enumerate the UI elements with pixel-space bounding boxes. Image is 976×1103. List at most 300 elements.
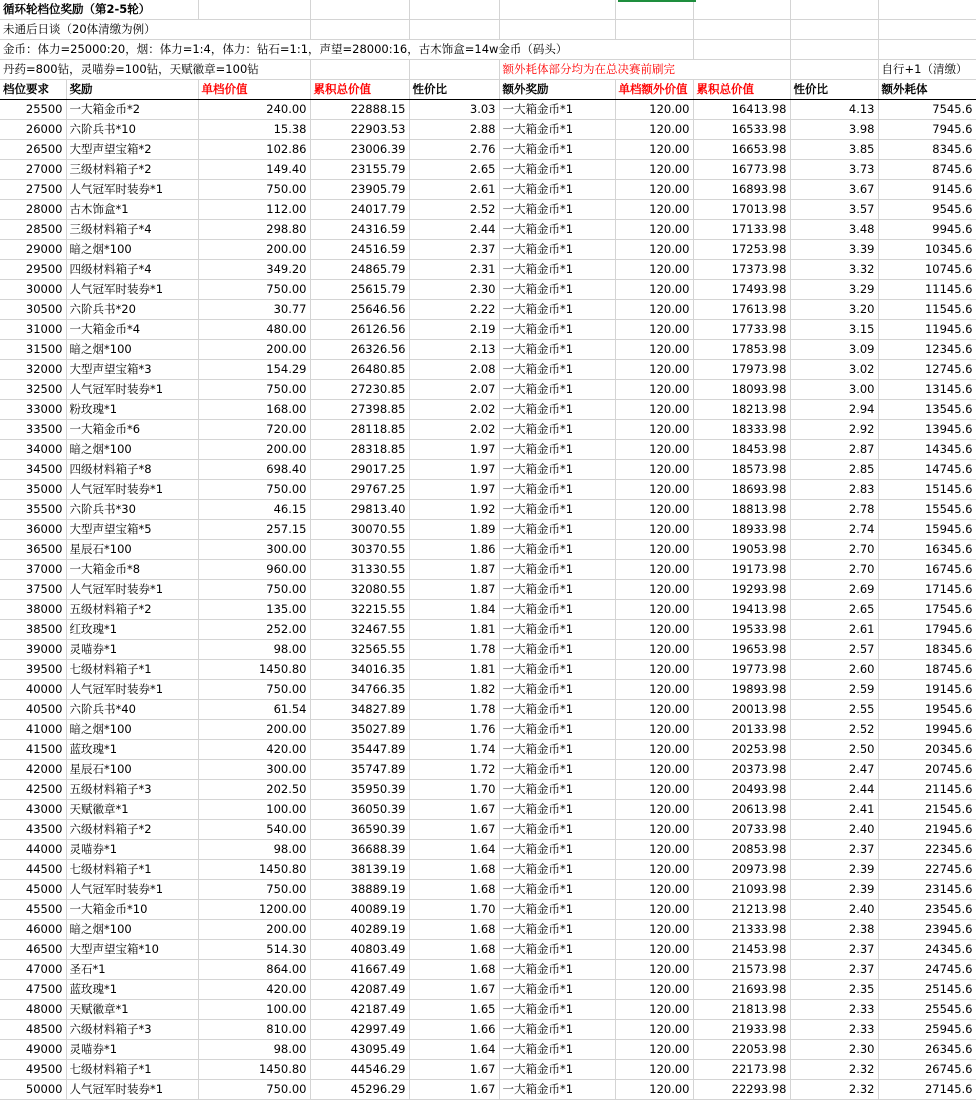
table-cell[interactable]: 22888.15 [310, 100, 409, 120]
table-cell[interactable]: 一大箱金币*1 [499, 440, 615, 460]
note-cell[interactable]: 金币：体力=25000:20，烟：体力=1:4，体力：钻石=1:1，声望=28000:16，古木饰盒=14w金币（码头） [0, 40, 693, 60]
table-cell[interactable]: 1.78 [409, 700, 499, 720]
table-cell[interactable]: 34827.89 [310, 700, 409, 720]
column-header[interactable]: 档位要求 [0, 80, 66, 100]
table-cell[interactable]: 2.61 [409, 180, 499, 200]
table-cell[interactable]: 19533.98 [693, 620, 790, 640]
table-cell[interactable]: 31500 [0, 340, 66, 360]
table-cell[interactable]: 48500 [0, 1020, 66, 1040]
table-cell[interactable]: 2.02 [409, 400, 499, 420]
table-cell[interactable]: 六阶兵书*10 [66, 120, 198, 140]
table-cell[interactable]: 2.52 [790, 720, 878, 740]
table-cell[interactable]: 34016.35 [310, 660, 409, 680]
table-cell[interactable]: 120.00 [615, 520, 693, 540]
table-cell[interactable]: 五级材料箱子*2 [66, 600, 198, 620]
table-cell[interactable]: 27230.85 [310, 380, 409, 400]
table-cell[interactable]: 1.74 [409, 740, 499, 760]
table-cell[interactable]: 3.29 [790, 280, 878, 300]
table-cell[interactable]: 一大箱金币*1 [499, 260, 615, 280]
table-cell[interactable]: 19773.98 [693, 660, 790, 680]
table-cell[interactable]: 120.00 [615, 480, 693, 500]
table-cell[interactable]: 25545.6 [878, 1000, 976, 1020]
sheet-title[interactable]: 循环轮档位奖励（第2-5轮） [0, 0, 198, 20]
table-cell[interactable]: 2.69 [790, 580, 878, 600]
table-cell[interactable]: 灵喵券*1 [66, 840, 198, 860]
table-cell[interactable]: 120.00 [615, 400, 693, 420]
note-cell[interactable]: 未通后日谈（20体清缴为例） [0, 20, 310, 40]
table-cell[interactable]: 202.50 [198, 780, 310, 800]
table-cell[interactable]: 44546.29 [310, 1060, 409, 1080]
table-cell[interactable]: 750.00 [198, 380, 310, 400]
table-cell[interactable]: 一大箱金币*1 [499, 360, 615, 380]
table-cell[interactable]: 11545.6 [878, 300, 976, 320]
table-cell[interactable]: 30500 [0, 300, 66, 320]
table-cell[interactable]: 41667.49 [310, 960, 409, 980]
table-cell[interactable]: 750.00 [198, 1080, 310, 1100]
table-cell[interactable]: 120.00 [615, 900, 693, 920]
table-cell[interactable]: 44500 [0, 860, 66, 880]
table-cell[interactable]: 120.00 [615, 640, 693, 660]
table-cell[interactable]: 8345.6 [878, 140, 976, 160]
table-cell[interactable]: 27145.6 [878, 1080, 976, 1100]
table-cell[interactable]: 2.70 [790, 560, 878, 580]
table-cell[interactable]: 45296.29 [310, 1080, 409, 1100]
table-cell[interactable]: 120.00 [615, 120, 693, 140]
table-cell[interactable]: 120.00 [615, 580, 693, 600]
table-cell[interactable]: 120.00 [615, 540, 693, 560]
table-cell[interactable]: 47500 [0, 980, 66, 1000]
table-cell[interactable]: 20745.6 [878, 760, 976, 780]
table-cell[interactable]: 18453.98 [693, 440, 790, 460]
table-cell[interactable]: 36000 [0, 520, 66, 540]
table-cell[interactable]: 星辰石*100 [66, 540, 198, 560]
table-cell[interactable]: 1450.80 [198, 860, 310, 880]
table-cell[interactable]: 120.00 [615, 1020, 693, 1040]
table-cell[interactable]: 120.00 [615, 620, 693, 640]
table-cell[interactable]: 24316.59 [310, 220, 409, 240]
table-cell[interactable]: 17945.6 [878, 620, 976, 640]
table-cell[interactable]: 26326.56 [310, 340, 409, 360]
table-cell[interactable]: 蓝玫瑰*1 [66, 740, 198, 760]
table-cell[interactable]: 42187.49 [310, 1000, 409, 1020]
table-cell[interactable]: 7945.6 [878, 120, 976, 140]
table-cell[interactable]: 1.84 [409, 600, 499, 620]
table-cell[interactable]: 一大箱金币*1 [499, 380, 615, 400]
table-cell[interactable]: 2.31 [409, 260, 499, 280]
table-cell[interactable]: 120.00 [615, 240, 693, 260]
table-cell[interactable]: 2.44 [790, 780, 878, 800]
table-cell[interactable]: 3.73 [790, 160, 878, 180]
table-cell[interactable]: 1.82 [409, 680, 499, 700]
table-cell[interactable]: 3.57 [790, 200, 878, 220]
table-cell[interactable]: 19293.98 [693, 580, 790, 600]
table-cell[interactable]: 七级材料箱子*1 [66, 1060, 198, 1080]
table-cell[interactable]: 大型声望宝箱*3 [66, 360, 198, 380]
table-cell[interactable]: 49500 [0, 1060, 66, 1080]
warning-note-cell[interactable]: 额外耗体部分均为在总决赛前刷完 [499, 60, 790, 80]
table-cell[interactable]: 一大箱金币*1 [499, 160, 615, 180]
table-cell[interactable]: 13945.6 [878, 420, 976, 440]
cell[interactable] [499, 20, 615, 40]
table-cell[interactable]: 9145.6 [878, 180, 976, 200]
table-cell[interactable]: 120.00 [615, 500, 693, 520]
table-cell[interactable]: 一大箱金币*1 [499, 840, 615, 860]
table-cell[interactable]: 120.00 [615, 800, 693, 820]
table-cell[interactable]: 26745.6 [878, 1060, 976, 1080]
table-cell[interactable]: 2.57 [790, 640, 878, 660]
cell[interactable] [693, 0, 790, 20]
table-cell[interactable]: 24516.59 [310, 240, 409, 260]
table-cell[interactable]: 120.00 [615, 460, 693, 480]
table-cell[interactable]: 61.54 [198, 700, 310, 720]
table-cell[interactable]: 120.00 [615, 440, 693, 460]
table-cell[interactable]: 21333.98 [693, 920, 790, 940]
table-cell[interactable]: 1.70 [409, 780, 499, 800]
table-cell[interactable]: 11945.6 [878, 320, 976, 340]
cell[interactable] [693, 20, 790, 40]
table-cell[interactable]: 18333.98 [693, 420, 790, 440]
table-cell[interactable]: 21213.98 [693, 900, 790, 920]
table-cell[interactable]: 46000 [0, 920, 66, 940]
column-header[interactable]: 累积总价值 [310, 80, 409, 100]
table-cell[interactable]: 16745.6 [878, 560, 976, 580]
table-cell[interactable]: 120.00 [615, 960, 693, 980]
table-cell[interactable]: 29500 [0, 260, 66, 280]
table-cell[interactable]: 960.00 [198, 560, 310, 580]
table-cell[interactable]: 750.00 [198, 580, 310, 600]
table-cell[interactable]: 120.00 [615, 1040, 693, 1060]
table-cell[interactable]: 3.02 [790, 360, 878, 380]
table-cell[interactable]: 120.00 [615, 1080, 693, 1100]
table-cell[interactable]: 24017.79 [310, 200, 409, 220]
table-cell[interactable]: 大型声望宝箱*2 [66, 140, 198, 160]
table-cell[interactable]: 21933.98 [693, 1020, 790, 1040]
table-cell[interactable]: 2.07 [409, 380, 499, 400]
table-cell[interactable]: 3.03 [409, 100, 499, 120]
table-cell[interactable]: 20133.98 [693, 720, 790, 740]
table-cell[interactable]: 人气冠军时装券*1 [66, 480, 198, 500]
table-cell[interactable]: 42997.49 [310, 1020, 409, 1040]
table-cell[interactable]: 12345.6 [878, 340, 976, 360]
table-cell[interactable]: 120.00 [615, 380, 693, 400]
table-cell[interactable]: 102.86 [198, 140, 310, 160]
table-cell[interactable]: 120.00 [615, 840, 693, 860]
table-cell[interactable]: 26500 [0, 140, 66, 160]
table-cell[interactable]: 1.92 [409, 500, 499, 520]
table-cell[interactable]: 2.94 [790, 400, 878, 420]
table-cell[interactable]: 10345.6 [878, 240, 976, 260]
table-cell[interactable]: 29767.25 [310, 480, 409, 500]
table-cell[interactable]: 暗之烟*100 [66, 720, 198, 740]
table-cell[interactable]: 22903.53 [310, 120, 409, 140]
table-cell[interactable]: 17613.98 [693, 300, 790, 320]
table-cell[interactable]: 一大箱金币*1 [499, 1020, 615, 1040]
table-cell[interactable]: 一大箱金币*1 [499, 200, 615, 220]
table-cell[interactable]: 2.39 [790, 860, 878, 880]
table-cell[interactable]: 7545.6 [878, 100, 976, 120]
table-cell[interactable]: 25615.79 [310, 280, 409, 300]
table-cell[interactable]: 一大箱金币*1 [499, 1080, 615, 1100]
table-cell[interactable]: 120.00 [615, 360, 693, 380]
table-cell[interactable]: 120.00 [615, 1000, 693, 1020]
table-cell[interactable]: 480.00 [198, 320, 310, 340]
table-cell[interactable]: 17253.98 [693, 240, 790, 260]
table-cell[interactable]: 一大箱金币*1 [499, 480, 615, 500]
cell[interactable] [790, 0, 878, 20]
table-cell[interactable]: 45000 [0, 880, 66, 900]
table-cell[interactable]: 120.00 [615, 300, 693, 320]
cell[interactable] [615, 20, 693, 40]
table-cell[interactable]: 43500 [0, 820, 66, 840]
table-cell[interactable]: 20733.98 [693, 820, 790, 840]
table-cell[interactable]: 17145.6 [878, 580, 976, 600]
table-cell[interactable]: 42500 [0, 780, 66, 800]
table-cell[interactable]: 灵喵券*1 [66, 640, 198, 660]
table-cell[interactable]: 750.00 [198, 280, 310, 300]
table-cell[interactable]: 2.74 [790, 520, 878, 540]
table-cell[interactable]: 30.77 [198, 300, 310, 320]
table-cell[interactable]: 圣石*1 [66, 960, 198, 980]
cell[interactable] [310, 20, 409, 40]
table-cell[interactable]: 2.50 [790, 740, 878, 760]
table-cell[interactable]: 19653.98 [693, 640, 790, 660]
table-cell[interactable]: 32215.55 [310, 600, 409, 620]
table-cell[interactable]: 天赋徽章*1 [66, 800, 198, 820]
table-cell[interactable]: 44000 [0, 840, 66, 860]
table-cell[interactable]: 2.78 [790, 500, 878, 520]
table-cell[interactable]: 一大箱金币*1 [499, 640, 615, 660]
table-cell[interactable]: 120.00 [615, 340, 693, 360]
table-cell[interactable]: 698.40 [198, 460, 310, 480]
table-cell[interactable]: 2.30 [790, 1040, 878, 1060]
table-cell[interactable]: 4.13 [790, 100, 878, 120]
table-cell[interactable]: 七级材料箱子*1 [66, 860, 198, 880]
table-cell[interactable]: 23545.6 [878, 900, 976, 920]
table-cell[interactable]: 16413.98 [693, 100, 790, 120]
cell[interactable] [409, 0, 499, 20]
table-cell[interactable]: 9545.6 [878, 200, 976, 220]
table-cell[interactable]: 2.37 [409, 240, 499, 260]
table-cell[interactable]: 17545.6 [878, 600, 976, 620]
table-cell[interactable]: 16533.98 [693, 120, 790, 140]
table-cell[interactable]: 2.37 [790, 940, 878, 960]
table-cell[interactable]: 40289.19 [310, 920, 409, 940]
table-cell[interactable]: 41500 [0, 740, 66, 760]
table-cell[interactable]: 14745.6 [878, 460, 976, 480]
table-cell[interactable]: 20253.98 [693, 740, 790, 760]
table-cell[interactable]: 2.65 [409, 160, 499, 180]
table-cell[interactable]: 20373.98 [693, 760, 790, 780]
table-cell[interactable]: 40089.19 [310, 900, 409, 920]
table-cell[interactable]: 40803.49 [310, 940, 409, 960]
table-cell[interactable]: 25646.56 [310, 300, 409, 320]
table-cell[interactable]: 19413.98 [693, 600, 790, 620]
table-cell[interactable]: 120.00 [615, 980, 693, 1000]
table-cell[interactable]: 26345.6 [878, 1040, 976, 1060]
table-cell[interactable]: 七级材料箱子*1 [66, 660, 198, 680]
table-cell[interactable]: 864.00 [198, 960, 310, 980]
table-cell[interactable]: 暗之烟*100 [66, 920, 198, 940]
table-cell[interactable]: 1.67 [409, 980, 499, 1000]
table-cell[interactable]: 120.00 [615, 140, 693, 160]
table-cell[interactable]: 19945.6 [878, 720, 976, 740]
table-cell[interactable]: 1.81 [409, 620, 499, 640]
table-cell[interactable]: 120.00 [615, 600, 693, 620]
table-cell[interactable]: 1.97 [409, 440, 499, 460]
table-cell[interactable]: 人气冠军时装券*1 [66, 280, 198, 300]
table-cell[interactable]: 21813.98 [693, 1000, 790, 1020]
table-cell[interactable]: 46.15 [198, 500, 310, 520]
table-cell[interactable]: 一大箱金币*1 [499, 100, 615, 120]
table-cell[interactable]: 24865.79 [310, 260, 409, 280]
table-cell[interactable]: 1.67 [409, 1080, 499, 1100]
table-cell[interactable]: 一大箱金币*4 [66, 320, 198, 340]
table-cell[interactable]: 29000 [0, 240, 66, 260]
table-cell[interactable]: 一大箱金币*1 [499, 240, 615, 260]
table-cell[interactable]: 43000 [0, 800, 66, 820]
table-cell[interactable]: 一大箱金币*1 [499, 280, 615, 300]
table-cell[interactable]: 红玫瑰*1 [66, 620, 198, 640]
table-cell[interactable]: 257.15 [198, 520, 310, 540]
table-cell[interactable]: 25500 [0, 100, 66, 120]
table-cell[interactable]: 33000 [0, 400, 66, 420]
table-cell[interactable]: 18345.6 [878, 640, 976, 660]
table-cell[interactable]: 16773.98 [693, 160, 790, 180]
note-cell[interactable]: 丹药=800钻，灵喵券=100钻，天赋徽章=100钻 [0, 60, 310, 80]
table-cell[interactable]: 120.00 [615, 560, 693, 580]
table-cell[interactable]: 1.87 [409, 580, 499, 600]
table-cell[interactable]: 一大箱金币*1 [499, 720, 615, 740]
table-cell[interactable]: 18573.98 [693, 460, 790, 480]
table-cell[interactable]: 暗之烟*100 [66, 240, 198, 260]
table-cell[interactable]: 暗之烟*100 [66, 440, 198, 460]
table-cell[interactable]: 120.00 [615, 320, 693, 340]
table-cell[interactable]: 19145.6 [878, 680, 976, 700]
table-cell[interactable]: 2.32 [790, 1060, 878, 1080]
table-cell[interactable]: 200.00 [198, 440, 310, 460]
table-cell[interactable]: 一大箱金币*1 [499, 920, 615, 940]
table-cell[interactable]: 1.97 [409, 460, 499, 480]
table-cell[interactable]: 23145.6 [878, 880, 976, 900]
table-cell[interactable]: 2.92 [790, 420, 878, 440]
table-cell[interactable]: 21945.6 [878, 820, 976, 840]
table-cell[interactable]: 28118.85 [310, 420, 409, 440]
table-cell[interactable]: 17493.98 [693, 280, 790, 300]
table-cell[interactable]: 30070.55 [310, 520, 409, 540]
table-cell[interactable]: 1.78 [409, 640, 499, 660]
table-cell[interactable]: 135.00 [198, 600, 310, 620]
table-cell[interactable]: 120.00 [615, 880, 693, 900]
table-cell[interactable]: 120.00 [615, 940, 693, 960]
table-cell[interactable]: 2.87 [790, 440, 878, 460]
table-cell[interactable]: 39500 [0, 660, 66, 680]
table-cell[interactable]: 20013.98 [693, 700, 790, 720]
table-cell[interactable]: 25945.6 [878, 1020, 976, 1040]
table-cell[interactable]: 26126.56 [310, 320, 409, 340]
table-cell[interactable]: 一大箱金币*1 [499, 940, 615, 960]
table-cell[interactable]: 2.13 [409, 340, 499, 360]
table-cell[interactable]: 100.00 [198, 800, 310, 820]
table-cell[interactable]: 23006.39 [310, 140, 409, 160]
table-cell[interactable]: 3.85 [790, 140, 878, 160]
table-cell[interactable]: 15.38 [198, 120, 310, 140]
table-cell[interactable]: 28500 [0, 220, 66, 240]
table-cell[interactable]: 1.68 [409, 960, 499, 980]
table-cell[interactable]: 298.80 [198, 220, 310, 240]
table-cell[interactable]: 17373.98 [693, 260, 790, 280]
table-cell[interactable]: 一大箱金币*1 [499, 320, 615, 340]
table-cell[interactable]: 一大箱金币*1 [499, 740, 615, 760]
table-cell[interactable]: 18745.6 [878, 660, 976, 680]
cell[interactable] [878, 20, 976, 40]
table-cell[interactable]: 2.33 [790, 1020, 878, 1040]
cell[interactable] [310, 0, 409, 20]
table-cell[interactable]: 22745.6 [878, 860, 976, 880]
table-cell[interactable]: 2.39 [790, 880, 878, 900]
column-header[interactable]: 累积总价值 [693, 80, 790, 100]
table-cell[interactable]: 18933.98 [693, 520, 790, 540]
table-cell[interactable]: 200.00 [198, 920, 310, 940]
table-cell[interactable]: 2.52 [409, 200, 499, 220]
table-cell[interactable]: 19173.98 [693, 560, 790, 580]
table-cell[interactable]: 大型声望宝箱*10 [66, 940, 198, 960]
table-cell[interactable]: 300.00 [198, 760, 310, 780]
table-cell[interactable]: 11145.6 [878, 280, 976, 300]
table-cell[interactable]: 20613.98 [693, 800, 790, 820]
table-cell[interactable]: 18213.98 [693, 400, 790, 420]
table-cell[interactable]: 一大箱金币*1 [499, 680, 615, 700]
table-cell[interactable]: 3.32 [790, 260, 878, 280]
table-cell[interactable]: 149.40 [198, 160, 310, 180]
table-cell[interactable]: 35027.89 [310, 720, 409, 740]
table-cell[interactable]: 750.00 [198, 880, 310, 900]
table-cell[interactable]: 37000 [0, 560, 66, 580]
table-cell[interactable]: 16345.6 [878, 540, 976, 560]
table-cell[interactable]: 一大箱金币*1 [499, 960, 615, 980]
cell[interactable] [878, 0, 976, 20]
table-cell[interactable]: 2.85 [790, 460, 878, 480]
table-cell[interactable]: 17733.98 [693, 320, 790, 340]
table-cell[interactable]: 420.00 [198, 740, 310, 760]
table-cell[interactable]: 120.00 [615, 920, 693, 940]
table-cell[interactable]: 24745.6 [878, 960, 976, 980]
table-cell[interactable]: 38889.19 [310, 880, 409, 900]
table-cell[interactable]: 六阶兵书*30 [66, 500, 198, 520]
table-cell[interactable]: 22173.98 [693, 1060, 790, 1080]
table-cell[interactable]: 一大箱金币*1 [499, 980, 615, 1000]
table-cell[interactable]: 37500 [0, 580, 66, 600]
table-cell[interactable]: 168.00 [198, 400, 310, 420]
table-cell[interactable]: 36590.39 [310, 820, 409, 840]
table-cell[interactable]: 3.00 [790, 380, 878, 400]
table-cell[interactable]: 120.00 [615, 700, 693, 720]
table-cell[interactable]: 36688.39 [310, 840, 409, 860]
table-cell[interactable]: 2.37 [790, 840, 878, 860]
table-cell[interactable]: 41000 [0, 720, 66, 740]
table-cell[interactable]: 1.86 [409, 540, 499, 560]
table-cell[interactable]: 1.68 [409, 860, 499, 880]
table-cell[interactable]: 2.40 [790, 820, 878, 840]
table-cell[interactable]: 2.02 [409, 420, 499, 440]
table-cell[interactable]: 一大箱金币*1 [499, 1060, 615, 1080]
table-cell[interactable]: 35000 [0, 480, 66, 500]
table-cell[interactable]: 30370.55 [310, 540, 409, 560]
table-cell[interactable]: 一大箱金币*1 [499, 1000, 615, 1020]
table-cell[interactable]: 120.00 [615, 260, 693, 280]
table-cell[interactable]: 一大箱金币*6 [66, 420, 198, 440]
table-cell[interactable]: 蓝玫瑰*1 [66, 980, 198, 1000]
table-cell[interactable]: 一大箱金币*1 [499, 140, 615, 160]
